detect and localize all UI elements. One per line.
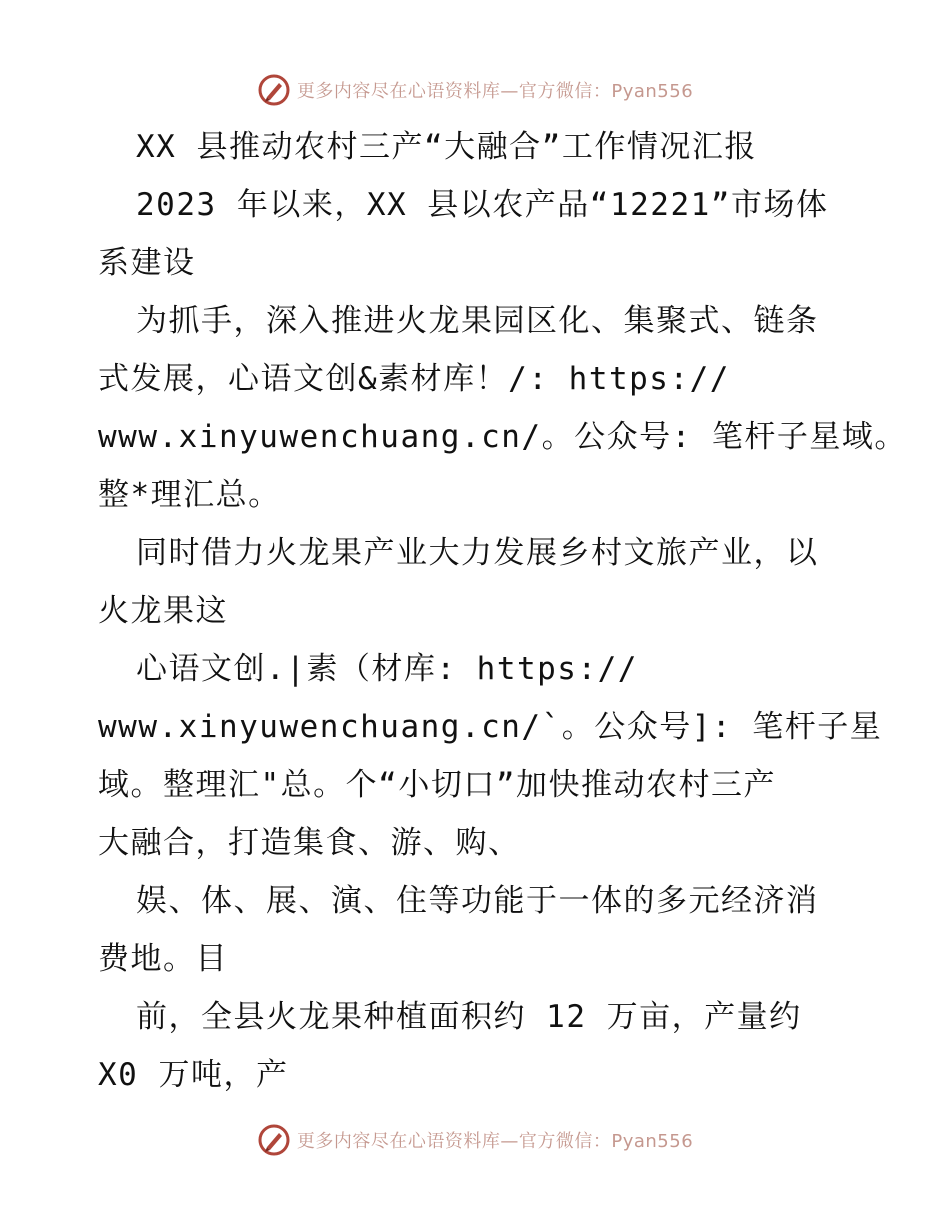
paragraph-line: 式发展，心语文创&素材库！/: https:// xyxy=(98,361,730,397)
pen-logo-icon xyxy=(257,1123,291,1157)
paragraph-line: 域。整理汇"总。个“小切口”加快推动农村三产 xyxy=(98,767,776,803)
paragraph-line: 为抓手，深入推进火龙果园区化、集聚式、链条 xyxy=(136,303,819,339)
document-title: XX 县推动农村三产“大融合”工作情况汇报 xyxy=(136,129,757,165)
document-body xyxy=(98,118,907,1104)
paragraph-line: 2023 年以来，XX 县以农产品“12221”市场体 xyxy=(136,187,829,223)
watermark-footer xyxy=(0,1120,950,1160)
paragraph-line: 娱、体、展、演、住等功能于一体的多元经济消 xyxy=(136,883,819,919)
paragraph-line: www.xinyuwenchuang.cn/`。公众号]: 笔杆子星 xyxy=(98,709,883,745)
paragraph-line: www.xinyuwenchuang.cn/。公众号: 笔杆子星域。 xyxy=(98,419,907,455)
paragraph-line: 心语文创.|素（材库: https:// xyxy=(136,651,638,687)
pen-logo-icon xyxy=(257,73,291,107)
watermark-text: 更多内容尽在心语资料库—官方微信：Pyan556 xyxy=(296,1131,694,1152)
watermark-text: 更多内容尽在心语资料库—官方微信：Pyan556 xyxy=(296,81,694,102)
watermark-header xyxy=(0,70,950,110)
paragraph-line: 系建设 xyxy=(98,245,196,281)
paragraph-line: X0 万吨，产 xyxy=(98,1057,289,1093)
paragraph-line: 同时借力火龙果产业大力发展乡村文旅产业，以 xyxy=(136,535,819,571)
paragraph-line: 整*理汇总。 xyxy=(98,477,281,513)
paragraph-line: 大融合，打造集食、游、购、 xyxy=(98,825,521,861)
paragraph-line: 费地。目 xyxy=(98,941,228,977)
paragraph-line: 火龙果这 xyxy=(98,593,228,629)
paragraph-line: 前，全县火龙果种植面积约 12 万亩，产量约 xyxy=(136,999,802,1035)
